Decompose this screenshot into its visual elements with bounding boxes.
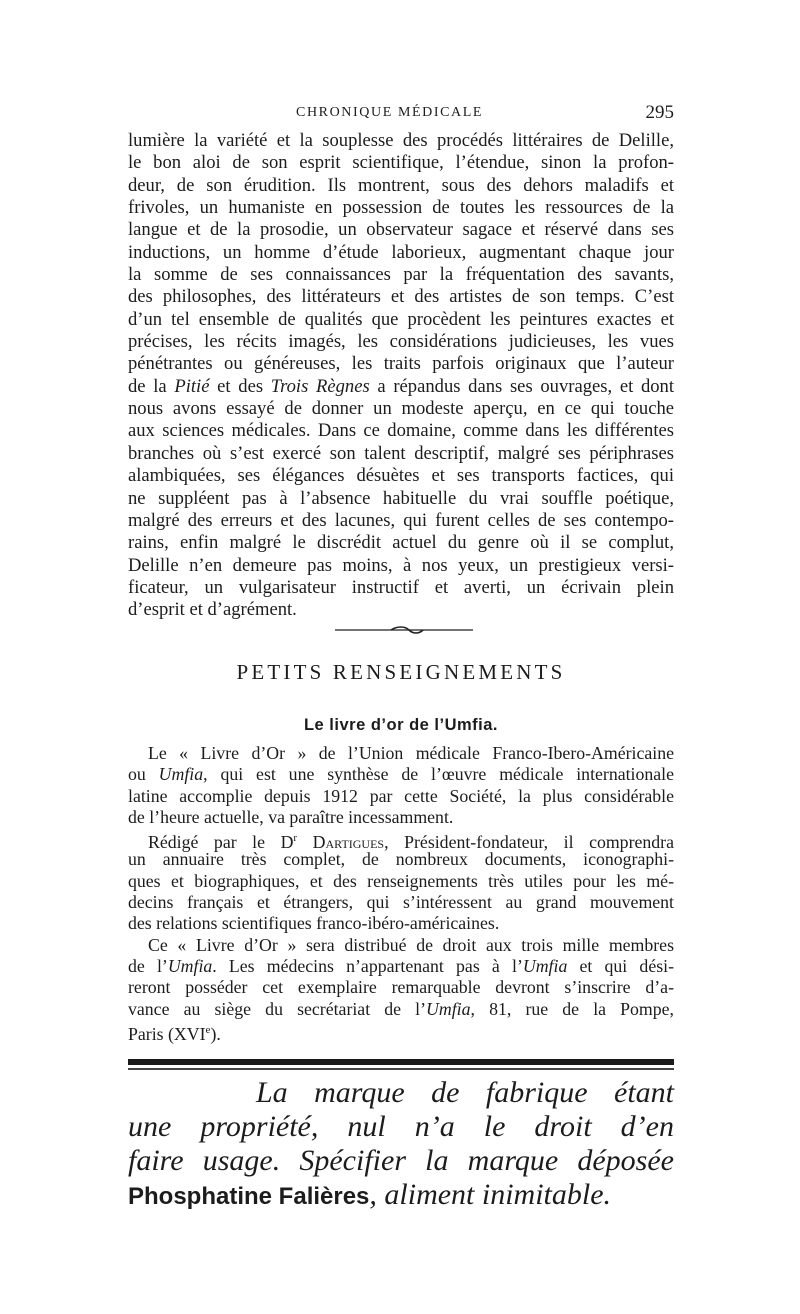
text-line: aux sciences médicales. Dans ce domaine, comme dans les différentes bbox=[128, 420, 674, 442]
text-line: deur, de son érudition. Ils montrent, sous des dehors maladifs et bbox=[128, 174, 674, 196]
text-line: de l’heure actuelle, va paraître incessamment. bbox=[128, 806, 454, 827]
text-line: Delille n’en demeure pas moins, à nos yeux, un prestigieux versi- bbox=[128, 554, 674, 576]
ad-line: faire usage. Spécifier la marque déposée bbox=[128, 1144, 674, 1177]
work-title-pitie: Pitié bbox=[174, 375, 210, 397]
umfia-name: Umfia bbox=[426, 998, 471, 1019]
brand-name: Phosphatine Falières bbox=[128, 1183, 370, 1210]
work-title-trois-regnes: Trois Règnes bbox=[270, 375, 370, 397]
page-number: 295 bbox=[645, 102, 674, 123]
section-title: PETITS RENSEIGNEMENTS bbox=[236, 660, 566, 684]
text-line: précises, les récits imagés, les considérations judicieuses, les vues bbox=[128, 331, 674, 353]
text-line: frivoles, un humaniste en possession de toutes les ressources de la bbox=[128, 197, 674, 219]
text-fragment: ou bbox=[128, 764, 159, 785]
running-title: CHRONIQUE MÉDICALE bbox=[296, 105, 484, 120]
text-line: reront posséder cet exemplaire remarquable devront s’inscrire d’a- bbox=[128, 977, 674, 998]
text-line: malgré des erreurs et des lacunes, qui furent celles de ses contempo- bbox=[128, 509, 674, 531]
text-line bbox=[128, 999, 674, 1020]
text-line: le bon aloi de son esprit scientifique, l’étendue, sinon la profon- bbox=[128, 152, 674, 174]
text-line: langue et de la prosodie, un observateur sagace et réservé dans ses bbox=[128, 219, 674, 241]
text-line bbox=[128, 956, 674, 977]
text-line: lumière la variété et la souplesse des procédés littéraires de Delille, bbox=[128, 130, 674, 151]
text-fragment: , qui est une synthèse de l’œuvre médicale internationale bbox=[203, 764, 674, 785]
text-line: branches où s’est exercé son talent descriptif, malgré ses périphrases bbox=[128, 442, 674, 464]
author-name: Dartigues bbox=[297, 832, 385, 853]
superscript: r bbox=[293, 832, 298, 845]
text-line bbox=[128, 764, 674, 785]
text-fragment: , Président-fondateur, il comprendra bbox=[384, 832, 674, 853]
text-line bbox=[128, 828, 674, 853]
umfia-name: Umfia bbox=[522, 955, 568, 976]
text-line: ques et biographiques, et des renseignements très utiles pour les mé- bbox=[128, 870, 674, 891]
text-fragment: vance au siège du secrétariat de l’ bbox=[128, 998, 427, 1019]
text-line: Ce « Livre d’Or » sera distribué de droit aux trois mille membres bbox=[148, 934, 674, 955]
text-line: rains, enfin malgré le discrédit actuel du genre où il se complut, bbox=[128, 532, 674, 554]
ad-line: une propriété, nul n’a le droit d’en bbox=[128, 1110, 674, 1143]
text-line: decins français et étrangers, qui s’intéressent au grand mouvement bbox=[128, 892, 674, 913]
text-line: nous avons essayé de donner un modeste aperçu, en ce qui touche bbox=[128, 398, 674, 420]
text-line bbox=[128, 1020, 674, 1044]
text-fragment: de l’ bbox=[128, 955, 168, 976]
intro-paragraph bbox=[128, 130, 674, 622]
text-line-with-titles bbox=[128, 376, 674, 398]
umfia-name: Umfia bbox=[158, 764, 204, 785]
text-line: la somme de ses connaissances par la fréquentation des savants, bbox=[128, 264, 674, 286]
text-line: latine accomplie depuis 1912 par cette Société, la plus considérable bbox=[128, 785, 674, 806]
heavy-rule bbox=[128, 1059, 674, 1065]
text-line: un annuaire très complet, de nombreux documents, iconographi- bbox=[128, 849, 674, 870]
text-fragment: . Les médecins n’appartenant pas à l’ bbox=[212, 955, 523, 976]
text-fragment: et des bbox=[209, 375, 271, 397]
superscript: e bbox=[205, 1023, 211, 1036]
subsection-title: Le livre d’or de l’Umfia. bbox=[303, 716, 499, 734]
text-line: ne suppléent pas à l’absence habituelle du vrai souffle poétique, bbox=[128, 487, 674, 509]
text-line: ficateur, un vulgarisateur instructif et averti, un écrivain plein bbox=[128, 576, 674, 598]
text-line: d’esprit et d’agrément. bbox=[128, 599, 297, 621]
ad-tagline: , aliment inimitable. bbox=[369, 1178, 612, 1211]
text-line: des relations scientifiques franco-ibéro-américaines. bbox=[128, 913, 500, 934]
text-line: Le « Livre d’Or » de l’Union médicale Franco-Ibero-Américaine bbox=[148, 743, 674, 763]
light-rule bbox=[128, 1068, 674, 1070]
text-line: des philosophes, des littérateurs et des artistes de son temps. C’est bbox=[128, 286, 674, 308]
advertisement bbox=[128, 1076, 674, 1212]
ad-line bbox=[128, 1178, 674, 1212]
text-line: alambiquées, ses élégances désuètes et ses transports factices, qui bbox=[128, 465, 674, 487]
text-line: pénétrantes ou généreuses, les traits parfois originaux que l’auteur bbox=[128, 353, 674, 375]
text-line: inductions, un homme d’étude laborieux, augmentant chaque jour bbox=[128, 241, 674, 263]
text-fragment: , 81, rue de la Pompe, bbox=[470, 998, 674, 1019]
text-fragment: Paris (XVI bbox=[128, 1023, 206, 1044]
running-head bbox=[128, 102, 674, 127]
text-line: d’un tel ensemble de qualités que procèdent les peintures exactes et bbox=[128, 308, 674, 330]
text-fragment: de la bbox=[128, 375, 175, 397]
text-fragment: Rédigé par le D bbox=[148, 832, 294, 853]
umfia-name: Umfia bbox=[167, 955, 213, 976]
article-body bbox=[128, 743, 674, 1044]
text-fragment: ). bbox=[210, 1023, 221, 1044]
text-fragment: et qui dési- bbox=[567, 955, 674, 976]
text-fragment: a répandus dans ses ouvrages, et dont bbox=[369, 375, 675, 397]
ornamental-divider bbox=[335, 626, 473, 634]
ad-line: La marque de fabrique étant bbox=[256, 1076, 674, 1109]
